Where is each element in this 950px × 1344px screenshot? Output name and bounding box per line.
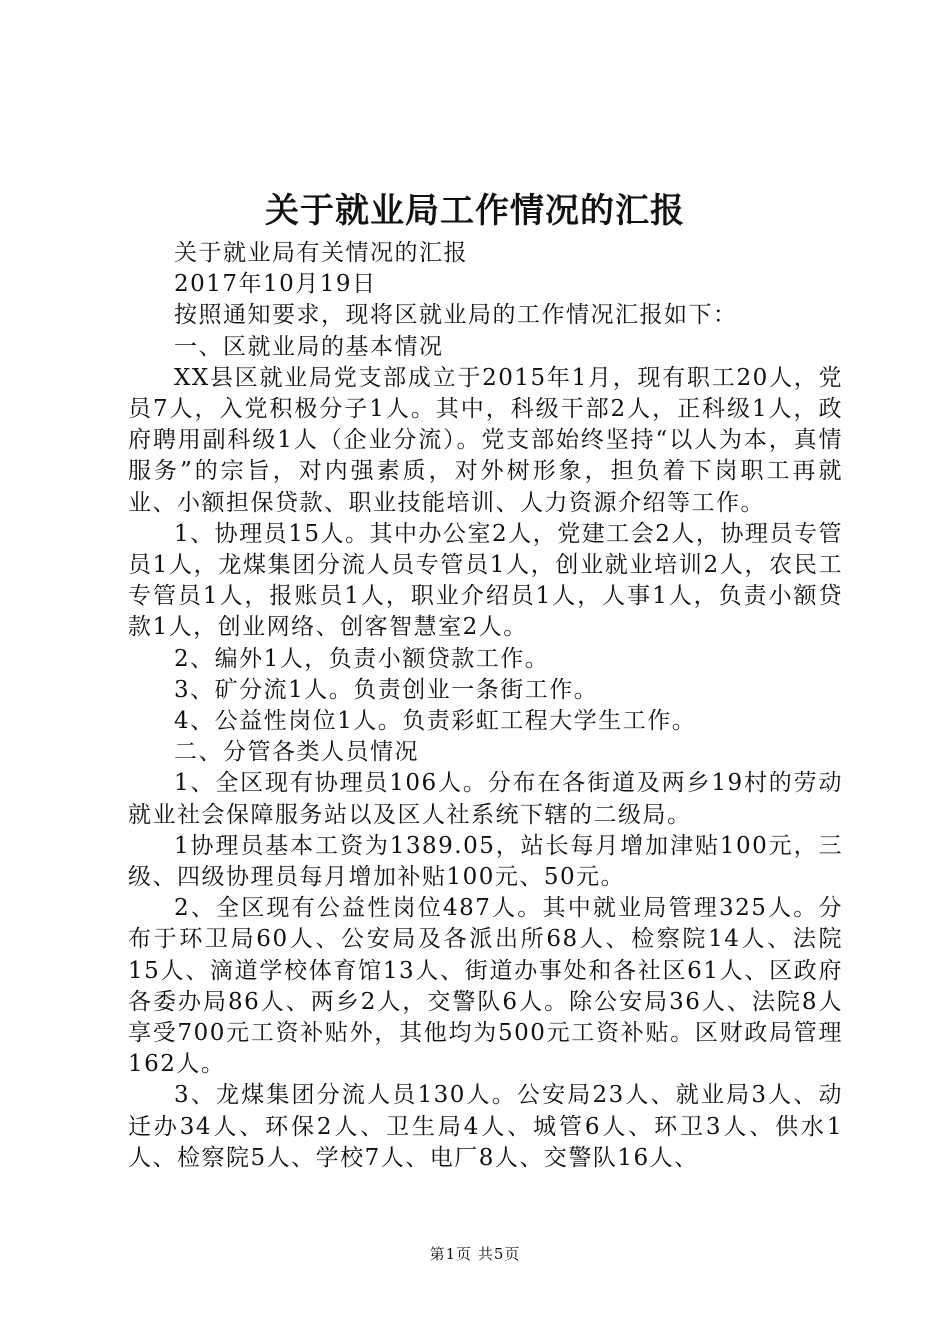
paragraph: 2、编外1人，负责小额贷款工作。 bbox=[174, 645, 550, 672]
paragraph: 3、龙煤集团分流人员130人。公安局23人、就业局3人、动迁办34人、环保2人、卫生局4人、城管6人、环卫3人、供水1人、检察院5人、学校7人、电厂8人、交警队16人、 bbox=[128, 1082, 843, 1171]
paragraph: 1、全区现有协理员106人。分布在各街道及两乡19村的劳动就业社会保障服务站以及区人社系统下辖的二级局。 bbox=[128, 770, 843, 828]
paragraph: 4、公益性岗位1人。负责彩虹工程大学生工作。 bbox=[174, 708, 697, 735]
document-body bbox=[128, 238, 843, 1174]
paragraph: XX县区就业局党支部成立于2015年1月，现有职工20人，党员7人，入党积极分子1人。其中，科级干部2人，正科级1人，政府聘用副科级1人（企业分流）。党支部始终坚持“以人为本，真情服务”的宗旨，对内强素质，对外树形象，担负着下岗职工再就业、小额担保贷款、职业技能培训、人力资源介绍等工作。 bbox=[128, 364, 843, 516]
paragraph: 1协理员基本工资为1389.05，站长每月增加津贴100元，三级、四级协理员每月增加补贴100元、50元。 bbox=[128, 832, 843, 891]
section-heading: 一、区就业局的基本情况 bbox=[174, 333, 444, 360]
paragraph: 按照通知要求，现将区就业局的工作情况汇报如下： bbox=[174, 302, 738, 329]
paragraph: 关于就业局有关情况的汇报 bbox=[174, 240, 468, 266]
paragraph: 1、协理员15人。其中办公室2人，党建工会2人，协理员专管员1人，龙煤集团分流人员专管员1人，创业就业培训2人，农民工专管员1人，报账员1人，职业介绍员1人，人事1人，负责小额贷款1人，创业网络、创客智慧室2人。 bbox=[128, 520, 843, 641]
page-footer: 第1页 共5页 bbox=[429, 1245, 521, 1263]
paragraph: 2、全区现有公益性岗位487人。其中就业局管理325人。分布于环卫局60人、公安局及各派出所68人、检察院14人、法院15人、滴道学校体育馆13人、街道办事处和各社区61人、区政府各委办局86人、两乡2人，交警队6人。除公安局36人、法院8人享受700元工资补贴外，其他均为500元工资补贴。区财政局管理162人。 bbox=[128, 895, 843, 1078]
document-title: 关于就业局工作情况的汇报 bbox=[265, 191, 685, 231]
paragraph: 3、矿分流1人。负责创业一条街工作。 bbox=[174, 676, 599, 703]
paragraph: 2017年10月19日 bbox=[174, 271, 377, 298]
section-heading: 二、分管各类人员情况 bbox=[174, 739, 419, 766]
